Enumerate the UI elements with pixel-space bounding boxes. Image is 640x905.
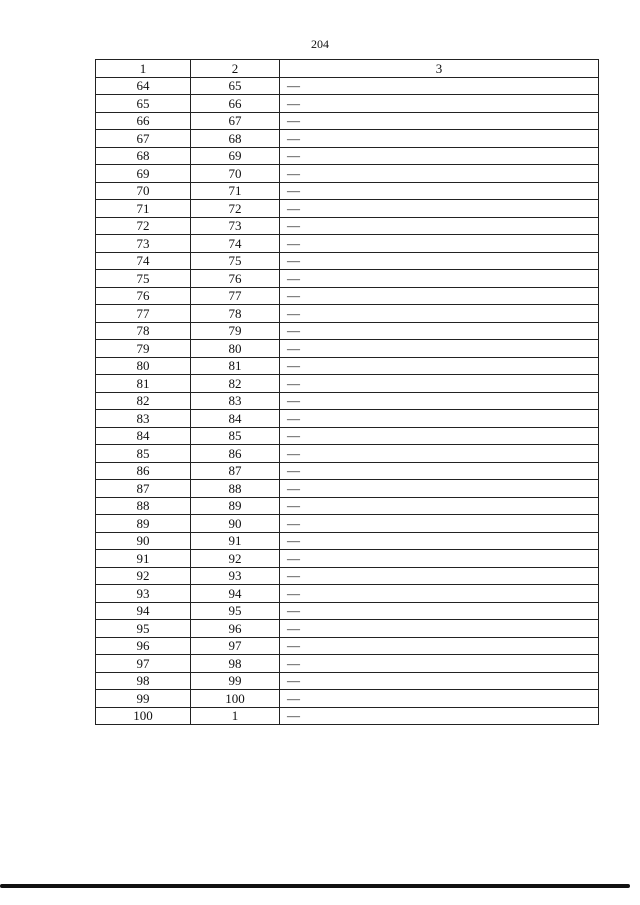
table-row	[96, 252, 599, 270]
table-row	[96, 392, 599, 410]
page-number: 204	[311, 37, 329, 51]
cell-col-1: 65	[96, 95, 191, 113]
cell-col-1: 99	[96, 690, 191, 708]
table-row	[96, 480, 599, 498]
cell-col-3: —	[280, 235, 599, 253]
cell-col-3: —	[280, 357, 599, 375]
table-row	[96, 620, 599, 638]
cell-col-3: —	[280, 375, 599, 393]
cell-col-2: 84	[191, 410, 280, 428]
cell-col-1: 81	[96, 375, 191, 393]
cell-col-3: —	[280, 515, 599, 533]
cell-col-2: 66	[191, 95, 280, 113]
cell-col-2: 87	[191, 462, 280, 480]
cell-col-2: 96	[191, 620, 280, 638]
cell-col-2: 75	[191, 252, 280, 270]
cell-col-3: —	[280, 480, 599, 498]
cell-col-1: 64	[96, 77, 191, 95]
cell-col-2: 81	[191, 357, 280, 375]
table-row	[96, 200, 599, 218]
table-row	[96, 515, 599, 533]
cell-col-2: 69	[191, 147, 280, 165]
cell-col-3: —	[280, 112, 599, 130]
cell-col-3: —	[280, 462, 599, 480]
cell-col-1: 100	[96, 707, 191, 725]
cell-col-3: —	[280, 707, 599, 725]
cell-col-2: 76	[191, 270, 280, 288]
bottom-rule	[0, 884, 630, 888]
cell-col-3: —	[280, 252, 599, 270]
cell-col-1: 71	[96, 200, 191, 218]
cell-col-2: 74	[191, 235, 280, 253]
cell-col-3: —	[280, 182, 599, 200]
cell-col-2: 92	[191, 550, 280, 568]
table-body	[96, 77, 599, 725]
table-row	[96, 602, 599, 620]
cell-col-2: 68	[191, 130, 280, 148]
cell-col-1: 85	[96, 445, 191, 463]
cell-col-1: 91	[96, 550, 191, 568]
cell-col-3: —	[280, 340, 599, 358]
cell-col-1: 82	[96, 392, 191, 410]
cell-col-1: 76	[96, 287, 191, 305]
table-row	[96, 375, 599, 393]
cell-col-1: 88	[96, 497, 191, 515]
cell-col-1: 94	[96, 602, 191, 620]
cell-col-1: 98	[96, 672, 191, 690]
cell-col-3: —	[280, 305, 599, 323]
cell-col-3: —	[280, 672, 599, 690]
cell-col-1: 68	[96, 147, 191, 165]
cell-col-3: —	[280, 410, 599, 428]
cell-col-1: 86	[96, 462, 191, 480]
cell-col-2: 86	[191, 445, 280, 463]
cell-col-2: 97	[191, 637, 280, 655]
cell-col-2: 100	[191, 690, 280, 708]
cell-col-1: 80	[96, 357, 191, 375]
cell-col-1: 74	[96, 252, 191, 270]
cell-col-2: 80	[191, 340, 280, 358]
cell-col-3: —	[280, 77, 599, 95]
table-row	[96, 585, 599, 603]
cell-col-3: —	[280, 322, 599, 340]
column-header-2: 2	[191, 60, 280, 78]
cell-col-1: 75	[96, 270, 191, 288]
cell-col-2: 88	[191, 480, 280, 498]
cell-col-3: —	[280, 130, 599, 148]
cell-col-3: —	[280, 690, 599, 708]
table-row	[96, 567, 599, 585]
cell-col-3: —	[280, 445, 599, 463]
cell-col-3: —	[280, 602, 599, 620]
cell-col-2: 67	[191, 112, 280, 130]
cell-col-2: 98	[191, 655, 280, 673]
cell-col-2: 89	[191, 497, 280, 515]
table-header-row	[96, 60, 599, 78]
column-header-3: 3	[280, 60, 599, 78]
cell-col-2: 77	[191, 287, 280, 305]
cell-col-1: 92	[96, 567, 191, 585]
table-row	[96, 165, 599, 183]
table-row	[96, 550, 599, 568]
cell-col-1: 78	[96, 322, 191, 340]
cell-col-3: —	[280, 637, 599, 655]
column-header-1: 1	[96, 60, 191, 78]
cell-col-3: —	[280, 655, 599, 673]
cell-col-3: —	[280, 200, 599, 218]
cell-col-1: 96	[96, 637, 191, 655]
table-row	[96, 95, 599, 113]
cell-col-1: 87	[96, 480, 191, 498]
table-row	[96, 217, 599, 235]
cell-col-1: 70	[96, 182, 191, 200]
data-table	[95, 59, 599, 725]
table-row	[96, 637, 599, 655]
cell-col-2: 83	[191, 392, 280, 410]
table-row	[96, 147, 599, 165]
cell-col-1: 73	[96, 235, 191, 253]
cell-col-2: 73	[191, 217, 280, 235]
cell-col-3: —	[280, 147, 599, 165]
cell-col-2: 94	[191, 585, 280, 603]
cell-col-3: —	[280, 95, 599, 113]
cell-col-3: —	[280, 567, 599, 585]
cell-col-2: 93	[191, 567, 280, 585]
cell-col-2: 95	[191, 602, 280, 620]
cell-col-2: 90	[191, 515, 280, 533]
table-row	[96, 235, 599, 253]
cell-col-1: 95	[96, 620, 191, 638]
table-row	[96, 462, 599, 480]
cell-col-2: 1	[191, 707, 280, 725]
cell-col-3: —	[280, 620, 599, 638]
cell-col-2: 85	[191, 427, 280, 445]
cell-col-1: 90	[96, 532, 191, 550]
cell-col-1: 84	[96, 427, 191, 445]
cell-col-3: —	[280, 532, 599, 550]
table-row	[96, 112, 599, 130]
cell-col-1: 72	[96, 217, 191, 235]
table-row	[96, 340, 599, 358]
cell-col-1: 66	[96, 112, 191, 130]
table-row	[96, 182, 599, 200]
cell-col-2: 72	[191, 200, 280, 218]
cell-col-2: 65	[191, 77, 280, 95]
cell-col-1: 97	[96, 655, 191, 673]
cell-col-3: —	[280, 550, 599, 568]
table-row	[96, 655, 599, 673]
cell-col-3: —	[280, 287, 599, 305]
cell-col-2: 82	[191, 375, 280, 393]
table-row	[96, 305, 599, 323]
table-row	[96, 130, 599, 148]
cell-col-1: 89	[96, 515, 191, 533]
table-row	[96, 707, 599, 725]
table-row	[96, 322, 599, 340]
cell-col-1: 67	[96, 130, 191, 148]
cell-col-2: 99	[191, 672, 280, 690]
cell-col-3: —	[280, 165, 599, 183]
table-row	[96, 410, 599, 428]
cell-col-2: 70	[191, 165, 280, 183]
table-row	[96, 270, 599, 288]
table-row	[96, 497, 599, 515]
cell-col-1: 69	[96, 165, 191, 183]
table-row	[96, 287, 599, 305]
table-row	[96, 445, 599, 463]
cell-col-3: —	[280, 585, 599, 603]
cell-col-3: —	[280, 427, 599, 445]
table-row	[96, 427, 599, 445]
table-row	[96, 690, 599, 708]
cell-col-1: 79	[96, 340, 191, 358]
table-row	[96, 77, 599, 95]
cell-col-2: 91	[191, 532, 280, 550]
cell-col-3: —	[280, 217, 599, 235]
cell-col-2: 79	[191, 322, 280, 340]
table-row	[96, 532, 599, 550]
table-row	[96, 672, 599, 690]
cell-col-1: 93	[96, 585, 191, 603]
cell-col-2: 78	[191, 305, 280, 323]
cell-col-3: —	[280, 392, 599, 410]
cell-col-2: 71	[191, 182, 280, 200]
cell-col-1: 77	[96, 305, 191, 323]
cell-col-3: —	[280, 270, 599, 288]
cell-col-1: 83	[96, 410, 191, 428]
cell-col-3: —	[280, 497, 599, 515]
table-row	[96, 357, 599, 375]
